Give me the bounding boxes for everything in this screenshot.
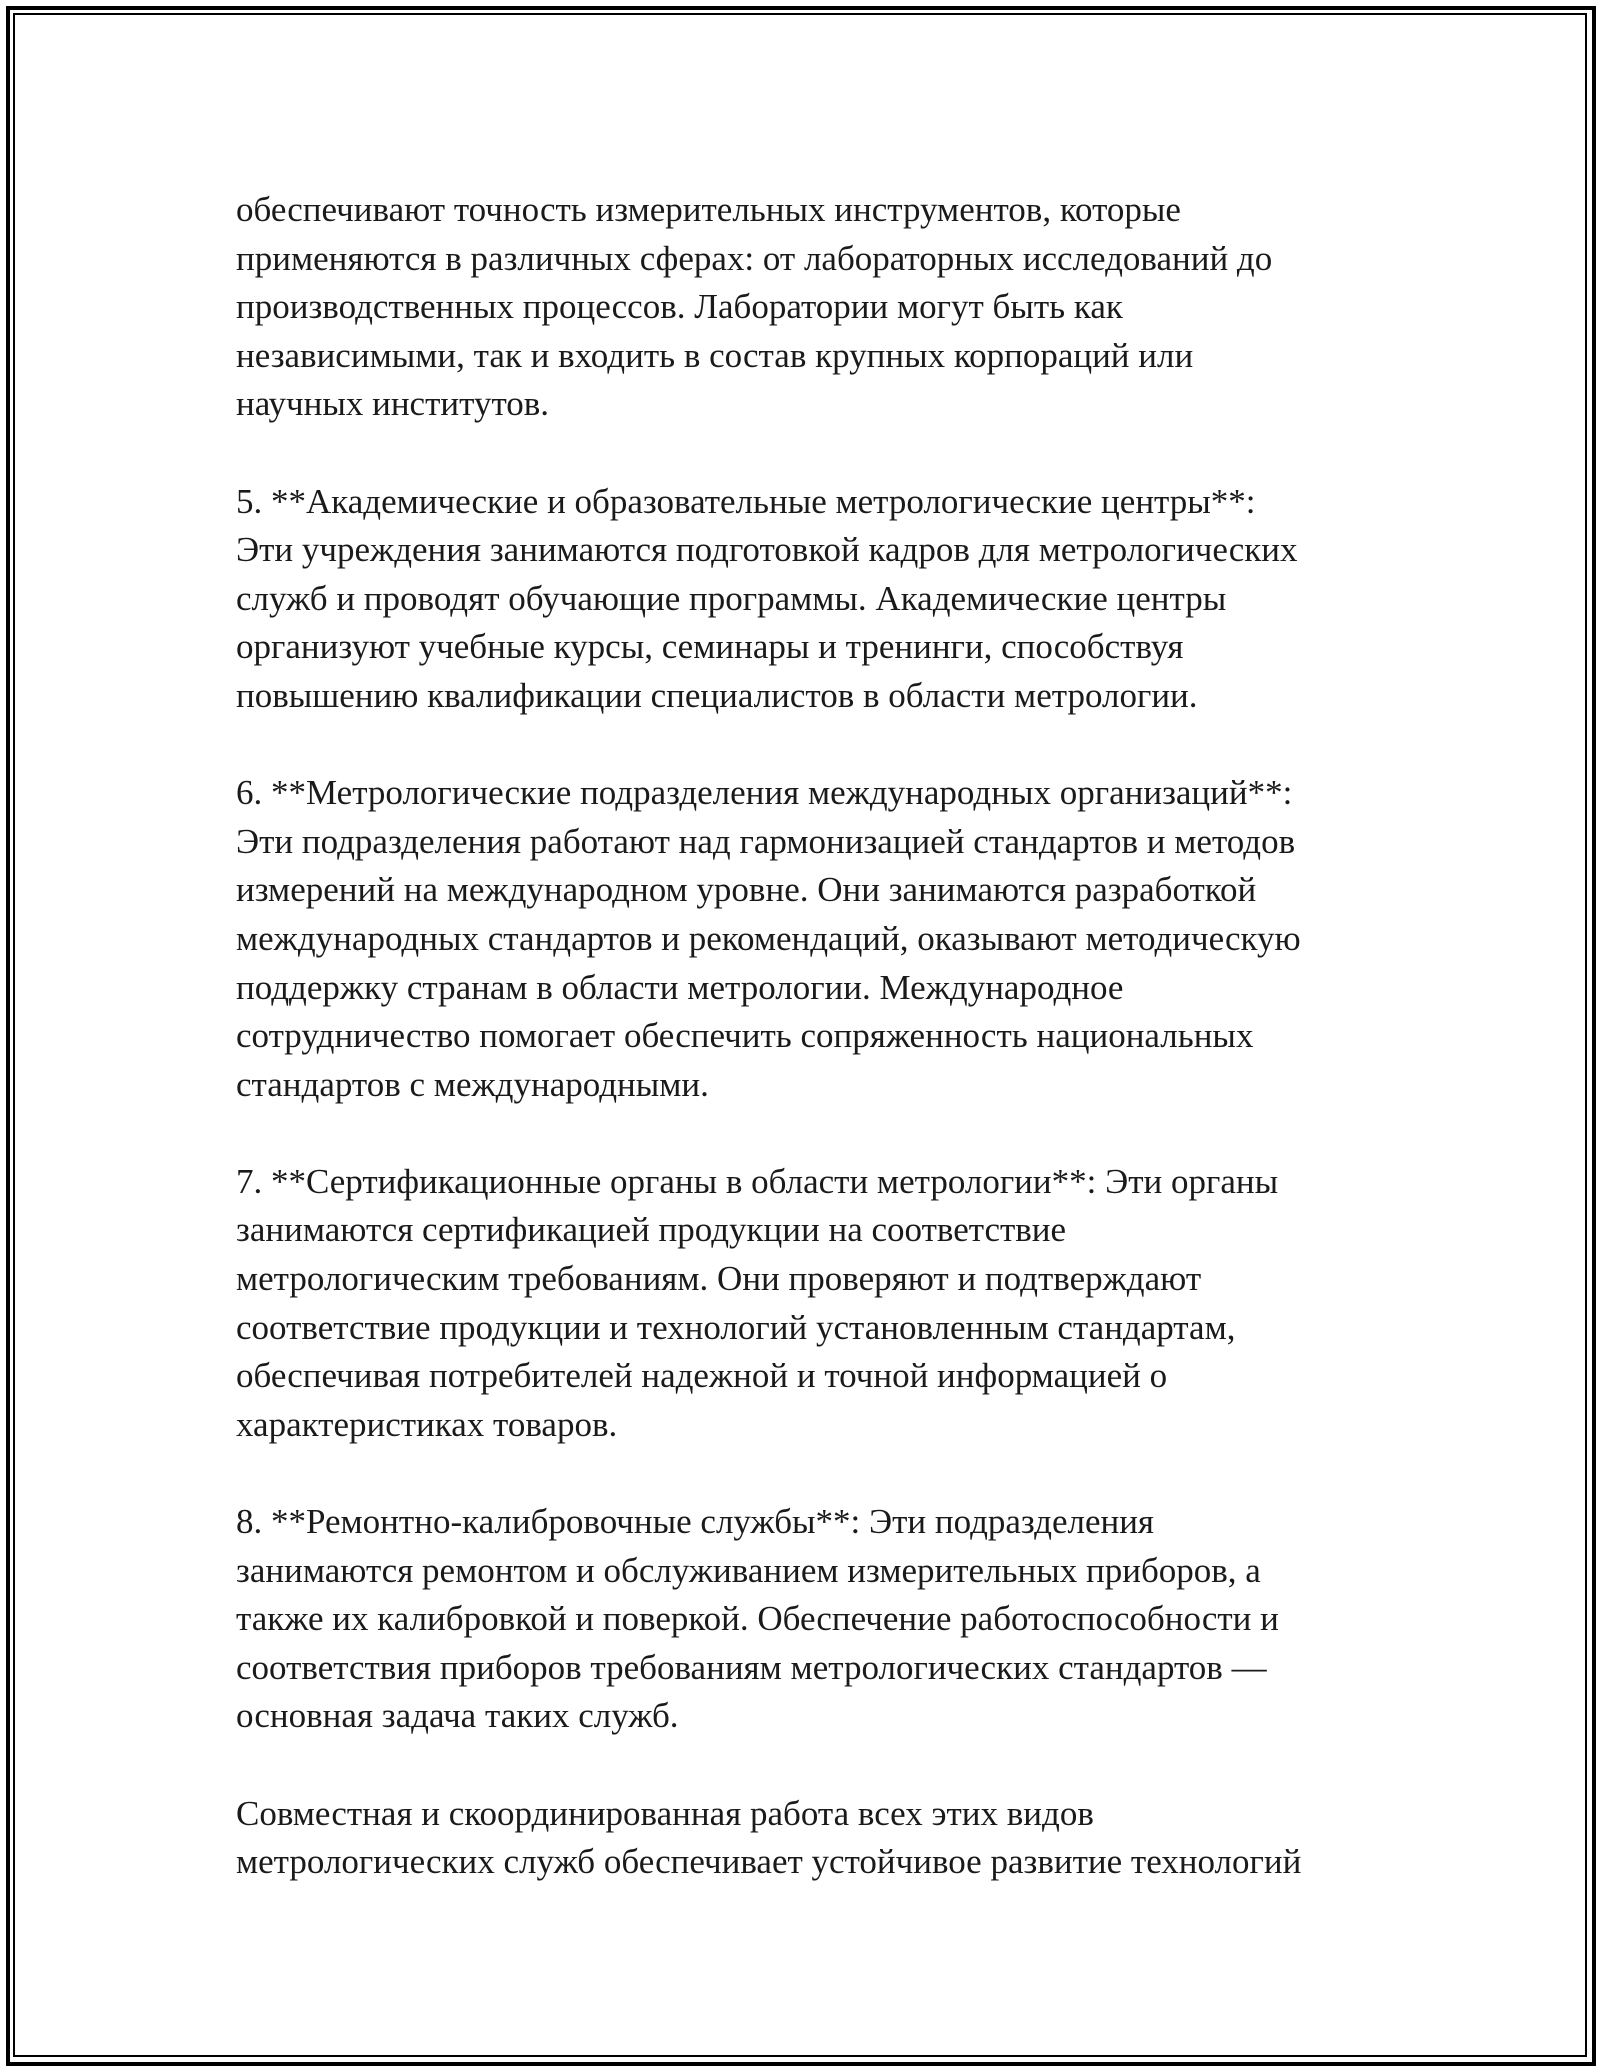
text-line: соответствие продукции и технологий установленным стандартам, <box>236 1307 1236 1347</box>
paragraph-lab-continuation <box>236 186 1376 429</box>
text-line: независимыми, так и входить в состав крупных корпораций или <box>236 335 1194 375</box>
text-line: повышению квалификации специалистов в области метрологии. <box>236 675 1198 715</box>
text-line: 5. **Академические и образовательные метрологические центры**: <box>236 481 1256 521</box>
text-line: соответствия приборов требованиям метрологических стандартов — <box>236 1647 1267 1687</box>
text-line: метрологических служб обеспечивает устойчивое развитие технологий <box>236 1842 1302 1882</box>
text-line: 6. **Метрологические подразделения международных организаций**: <box>236 773 1293 813</box>
text-line: занимаются ремонтом и обслуживанием измерительных приборов, а <box>236 1550 1261 1590</box>
paragraph-item-8-repair-calibration <box>236 1498 1376 1741</box>
text-line: служб и проводят обучающие программы. Академические центры <box>236 578 1227 618</box>
text-line: применяются в различных сферах: от лабораторных исследований до <box>236 238 1273 278</box>
text-line: научных институтов. <box>236 384 550 424</box>
text-line: основная задача таких служб. <box>236 1696 679 1736</box>
text-line: занимаются сертификацией продукции на соответствие <box>236 1210 1067 1250</box>
text-line: также их калибровкой и поверкой. Обеспечение работоспособности и <box>236 1599 1279 1639</box>
text-line: производственных процессов. Лаборатории могут быть как <box>236 287 1123 327</box>
text-line: стандартов с международными. <box>236 1064 709 1104</box>
text-line: метрологическим требованиям. Они проверяют и подтверждают <box>236 1259 1202 1299</box>
text-line: 7. **Сертификационные органы в области метрологии**: Эти органы <box>236 1161 1279 1201</box>
text-line: сотрудничество помогает обеспечить сопряженность национальных <box>236 1016 1254 1056</box>
document-body <box>236 186 1376 1887</box>
paragraph-item-7-certification-bodies <box>236 1158 1376 1450</box>
text-line: международных стандартов и рекомендаций, оказывают методическую <box>236 918 1301 958</box>
text-line: поддержку странам в области метрологии. Международное <box>236 967 1124 1007</box>
paragraph-item-5-academic-centers <box>236 478 1376 721</box>
text-line: характеристиках товаров. <box>236 1404 618 1444</box>
text-line: Совместная и скоординированная работа всех этих видов <box>236 1793 1094 1833</box>
paragraph-conclusion <box>236 1790 1376 1887</box>
text-line: измерений на международном уровне. Они занимаются разработкой <box>236 870 1257 910</box>
paragraph-item-6-international-organizations <box>236 769 1376 1109</box>
text-line: 8. **Ремонтно-калибровочные службы**: Эти подразделения <box>236 1502 1155 1542</box>
text-line: организуют учебные курсы, семинары и тренинги, способствуя <box>236 627 1184 667</box>
text-line: обеспечивают точность измерительных инструментов, которые <box>236 190 1181 229</box>
text-line: Эти учреждения занимаются подготовкой кадров для метрологических <box>236 530 1298 570</box>
text-line: обеспечивая потребителей надежной и точной информацией о <box>236 1356 1168 1396</box>
text-line: Эти подразделения работают над гармонизацией стандартов и методов <box>236 821 1296 861</box>
